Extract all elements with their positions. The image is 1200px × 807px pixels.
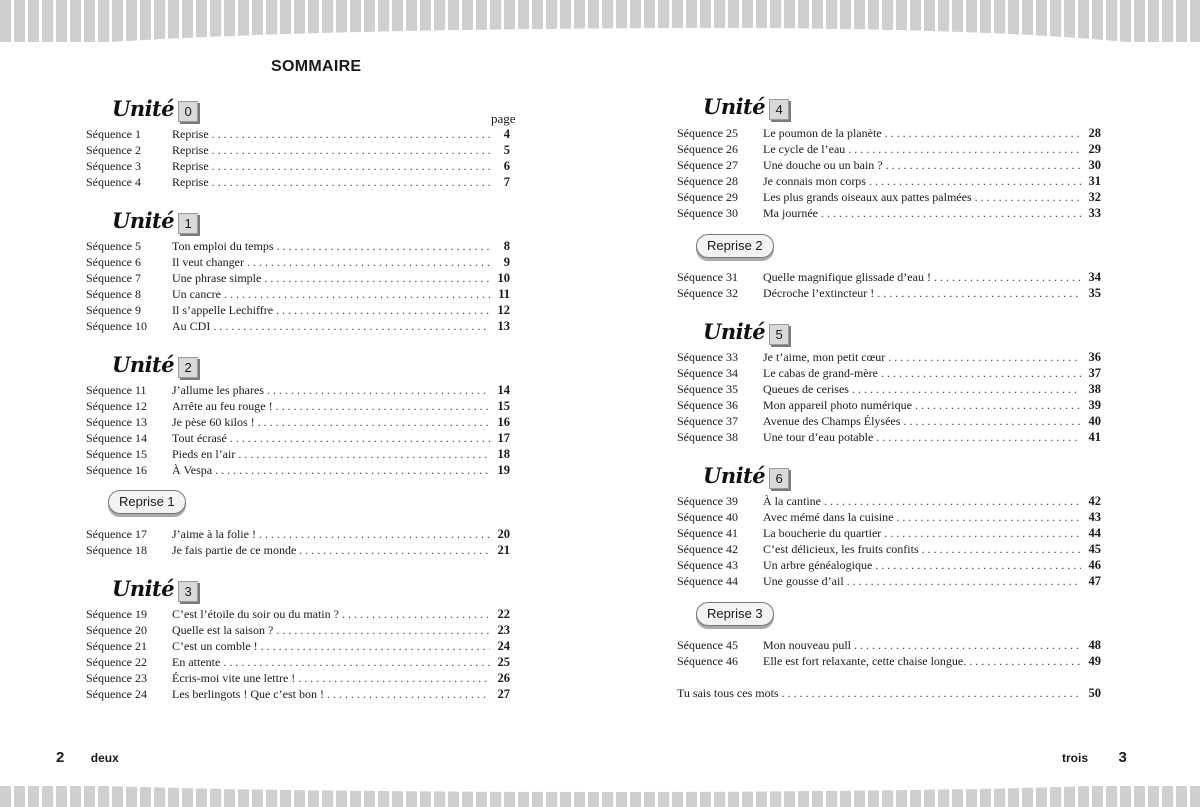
dot-leader (276, 303, 490, 318)
sequence-title: Reprise (172, 159, 209, 173)
sequence-title: Quelle magnifique glissade d’eau ! (763, 270, 931, 284)
sequence-number: Séquence 3 (86, 159, 141, 173)
unit-word: Unité (703, 93, 766, 119)
toc-entry-seq-30[interactable] (677, 206, 1101, 222)
toc-entry-seq-31[interactable] (677, 270, 1101, 286)
dot-leader (886, 158, 1081, 173)
sequence-title: Le cycle de l’eau (763, 142, 846, 156)
sequence-title: Un cancre (172, 287, 221, 301)
unit-number-box: 5 (769, 324, 789, 345)
toc-entry-seq-29[interactable] (677, 190, 1101, 206)
sequence-title: Je t’aime, mon petit cœur (763, 350, 886, 364)
sequence-number: Séquence 27 (677, 158, 738, 172)
page-number: 15 (497, 399, 510, 413)
sequence-number: Séquence 25 (677, 126, 738, 140)
sequence-title: Les berlingots ! Que c’est bon ! (172, 687, 324, 701)
page-number: 48 (1088, 638, 1101, 652)
toc-entry-seq-19[interactable] (86, 607, 510, 623)
sequence-title: En attente (172, 655, 221, 669)
dot-leader (261, 639, 490, 654)
page-number: 43 (1088, 510, 1101, 524)
page-number: 28 (1088, 126, 1101, 140)
page-number: 26 (497, 671, 510, 685)
page-number: 33 (1088, 206, 1101, 220)
page-number: 5 (503, 143, 510, 157)
unit-number-box: 1 (178, 213, 198, 234)
dot-leader (223, 655, 490, 670)
sequence-title: Reprise (172, 175, 209, 189)
page-number: 49 (1088, 654, 1101, 668)
dot-leader (215, 463, 490, 478)
dot-leader (213, 319, 490, 334)
unit-number-box: 6 (769, 468, 789, 489)
sequence-number: Séquence 1 (86, 127, 141, 141)
sequence-title: Reprise (172, 143, 209, 157)
sequence-title: Avenue des Champs Élysées (763, 414, 901, 428)
sequence-title: À la cantine (763, 494, 821, 508)
unit-word: Unité (112, 95, 175, 121)
page-number: 50 (1088, 686, 1101, 700)
sequence-number: Séquence 4 (86, 175, 141, 189)
sequence-title: Arrête au feu rouge ! (172, 399, 273, 413)
dot-leader (247, 255, 490, 270)
sequence-number: Séquence 29 (677, 190, 738, 204)
toc-entry-seq-16[interactable] (86, 463, 510, 479)
page-number: 40 (1088, 414, 1101, 428)
sequence-title: Il veut changer (172, 255, 244, 269)
sequence-number: Séquence 37 (677, 414, 738, 428)
page-number: 24 (497, 639, 510, 653)
sequence-number: Séquence 45 (677, 638, 738, 652)
toc-entry-seq-13[interactable] (86, 415, 510, 431)
sequence-number: Séquence 43 (677, 558, 738, 572)
page-number: 19 (497, 463, 510, 477)
page-number: 37 (1088, 366, 1101, 380)
left-page-word: deux (90, 751, 119, 765)
dot-leader (224, 287, 490, 302)
sequence-number: Séquence 14 (86, 431, 147, 445)
page-number: 12 (497, 303, 510, 317)
toc-entry-seq-33[interactable] (677, 350, 1101, 366)
dot-leader (934, 270, 1081, 285)
dot-leader (212, 159, 490, 174)
sequence-title: Je connais mon corps (763, 174, 866, 188)
dot-leader (922, 542, 1081, 557)
toc-entry-seq-24[interactable] (86, 687, 510, 703)
unit-heading-6 (703, 463, 789, 487)
dot-leader (824, 494, 1081, 509)
dot-leader (267, 383, 490, 398)
toc-entry-seq-6[interactable] (86, 255, 510, 271)
page-number: 31 (1088, 174, 1101, 188)
sequence-number: Séquence 9 (86, 303, 141, 317)
sequence-number: Séquence 5 (86, 239, 141, 253)
unit-number-box: 3 (178, 581, 198, 602)
dot-leader (238, 447, 490, 462)
dot-leader (342, 607, 490, 622)
sequence-number: Séquence 38 (677, 430, 738, 444)
toc-entry-seq-40[interactable] (677, 510, 1101, 526)
dot-leader (276, 623, 490, 638)
dot-leader (276, 239, 490, 254)
sequence-number: Séquence 44 (677, 574, 738, 588)
reprise-2-badge: Reprise 2 (696, 234, 774, 258)
dot-leader (875, 558, 1081, 573)
sequence-number: Séquence 39 (677, 494, 738, 508)
sequence-number: Séquence 19 (86, 607, 147, 621)
dot-leader (848, 142, 1081, 157)
sequence-title: Au CDI (172, 319, 211, 333)
page-number: 25 (497, 655, 510, 669)
sequence-number: Séquence 16 (86, 463, 147, 477)
toc-entry-seq-36[interactable] (677, 398, 1101, 414)
sequence-title: Ton emploi du temps (172, 239, 274, 253)
dot-leader (877, 286, 1081, 301)
dot-leader (881, 366, 1081, 381)
footer-left (56, 749, 119, 767)
sequence-number: Séquence 40 (677, 510, 738, 524)
page-number: 18 (497, 447, 510, 461)
toc-entry-seq-26[interactable] (677, 142, 1101, 158)
dot-leader (915, 398, 1081, 413)
unit-word: Unité (112, 575, 175, 601)
page-number: 27 (497, 687, 510, 701)
dot-leader (975, 190, 1081, 205)
dot-leader (212, 127, 490, 142)
toc-entry-seq-7[interactable] (86, 271, 510, 287)
sequence-number: Séquence 30 (677, 206, 738, 220)
toc-entry-seq-34[interactable] (677, 366, 1101, 382)
toc-entry-seq-15[interactable] (86, 447, 510, 463)
sequence-number: Séquence 34 (677, 366, 738, 380)
sequence-title: Queues de cerises (763, 382, 849, 396)
toc-entry-seq-35[interactable] (677, 382, 1101, 398)
toc-entry-seq-4[interactable] (86, 175, 510, 191)
page-number: 8 (503, 239, 510, 253)
toc-entry-final[interactable] (677, 686, 1101, 702)
sequence-title: Les plus grands oiseaux aux pattes palmées (763, 190, 972, 204)
toc-entry-seq-37[interactable] (677, 414, 1101, 430)
sequence-number: Séquence 26 (677, 142, 738, 156)
sequence-number: Séquence 23 (86, 671, 147, 685)
sequence-title: Décroche l’extincteur ! (763, 286, 875, 300)
toc-entry-seq-8[interactable] (86, 287, 510, 303)
page-number: 29 (1088, 142, 1101, 156)
sequence-title: C’est l’étoile du soir ou du matin ? (172, 607, 339, 621)
dot-leader (276, 399, 490, 414)
sequence-number: Séquence 42 (677, 542, 738, 556)
unit-number-box: 2 (178, 357, 198, 378)
toc-entry-seq-23[interactable] (86, 671, 510, 687)
page-number: 45 (1088, 542, 1101, 556)
right-page-number: 3 (1118, 749, 1127, 766)
dot-leader (327, 687, 490, 702)
toc-entry-seq-14[interactable] (86, 431, 510, 447)
toc-entry-seq-32[interactable] (677, 286, 1101, 302)
sequence-title: Une gousse d’ail (763, 574, 844, 588)
toc-entry-seq-22[interactable] (86, 655, 510, 671)
toc-entry-seq-41[interactable] (677, 526, 1101, 542)
sequence-title: Un arbre généalogique (763, 558, 873, 572)
sequence-number: Séquence 20 (86, 623, 147, 637)
dot-leader (212, 143, 490, 158)
page-number: 36 (1088, 350, 1101, 364)
toc-entry-seq-39[interactable] (677, 494, 1101, 510)
page-number: 4 (503, 127, 510, 141)
unit-word: Unité (703, 462, 766, 488)
page-number: 30 (1088, 158, 1101, 172)
sequence-title: Ma journée (763, 206, 818, 220)
page-number: 35 (1088, 286, 1101, 300)
sequence-title: À Vespa (172, 463, 213, 477)
dot-leader (869, 174, 1081, 189)
page-number: 13 (497, 319, 510, 333)
sequence-number: Séquence 21 (86, 639, 147, 653)
toc-entry-seq-42[interactable] (677, 542, 1101, 558)
sequence-number: Séquence 17 (86, 527, 147, 541)
toc-entry-seq-5[interactable] (86, 239, 510, 255)
page-number: 16 (497, 415, 510, 429)
sequence-title: J’allume les phares (172, 383, 264, 397)
page-number: 44 (1088, 526, 1101, 540)
toc-entry-seq-12[interactable] (86, 399, 510, 415)
sequence-title: Une phrase simple (172, 271, 262, 285)
final-entry-title: Tu sais tous ces mots (677, 686, 779, 700)
sequence-title: La boucherie du quartier (763, 526, 882, 540)
dot-leader (885, 126, 1081, 141)
toc-entry-seq-28[interactable] (677, 174, 1101, 190)
dot-leader (782, 686, 1081, 701)
page-number: 7 (503, 175, 510, 189)
sequence-number: Séquence 7 (86, 271, 141, 285)
sequence-title: Il s’appelle Lechiffre (172, 303, 274, 317)
page-number: 39 (1088, 398, 1101, 412)
page-number: 41 (1088, 430, 1101, 444)
sequence-title: Quelle est la saison ? (172, 623, 274, 637)
dot-leader (264, 271, 490, 286)
sequence-number: Séquence 22 (86, 655, 147, 669)
dot-leader (884, 526, 1081, 541)
reprise-3-badge: Reprise 3 (696, 602, 774, 626)
toc-entry-seq-38[interactable] (677, 430, 1101, 446)
sequence-title: J’aime à la folie ! (172, 527, 256, 541)
page-number: 11 (498, 287, 510, 301)
sequence-number: Séquence 46 (677, 654, 738, 668)
sequence-number: Séquence 13 (86, 415, 147, 429)
unit-number-box: 0 (178, 101, 198, 122)
sequence-number: Séquence 11 (86, 383, 147, 397)
sequence-title: Le poumon de la planète (763, 126, 882, 140)
page-number: 47 (1088, 574, 1101, 588)
dot-leader (259, 527, 490, 542)
page-number: 22 (497, 607, 510, 621)
unit-word: Unité (112, 351, 175, 377)
sequence-number: Séquence 41 (677, 526, 738, 540)
unit-heading-5 (703, 319, 789, 343)
footer-right (1062, 749, 1127, 767)
toc-entry-seq-27[interactable] (677, 158, 1101, 174)
toc-entry-seq-45[interactable] (677, 638, 1101, 654)
unit-heading-4 (703, 94, 789, 118)
sequence-number: Séquence 32 (677, 286, 738, 300)
dot-leader (854, 638, 1081, 653)
dot-leader (969, 654, 1081, 669)
unit-word: Unité (703, 318, 766, 344)
dot-leader (847, 574, 1081, 589)
sequence-number: Séquence 10 (86, 319, 147, 333)
sequence-number: Séquence 35 (677, 382, 738, 396)
dot-leader (230, 431, 490, 446)
sequence-number: Séquence 18 (86, 543, 147, 557)
sequence-number: Séquence 28 (677, 174, 738, 188)
sequence-number: Séquence 8 (86, 287, 141, 301)
reprise-1-badge: Reprise 1 (108, 490, 186, 514)
page-column-label: page (491, 111, 516, 126)
toc-entry-seq-2[interactable] (86, 143, 510, 159)
sequence-number: Séquence 24 (86, 687, 147, 701)
sequence-number: Séquence 15 (86, 447, 147, 461)
page-number: 10 (497, 271, 510, 285)
sequence-number: Séquence 6 (86, 255, 141, 269)
toc-entry-seq-11[interactable] (86, 383, 510, 399)
dot-leader (821, 206, 1081, 221)
toc-entry-seq-17[interactable] (86, 527, 510, 543)
dot-leader (876, 430, 1081, 445)
page-number: 21 (497, 543, 510, 557)
page-number: 20 (497, 527, 510, 541)
toc-entry-seq-3[interactable] (86, 159, 510, 175)
sequence-title: Mon appareil photo numérique (763, 398, 912, 412)
page-number: 14 (497, 383, 510, 397)
sequence-number: Séquence 33 (677, 350, 738, 364)
sequence-title: Je pèse 60 kilos ! (172, 415, 255, 429)
dot-leader (298, 671, 490, 686)
toc-entry-seq-44[interactable] (677, 574, 1101, 590)
page-number: 42 (1088, 494, 1101, 508)
toc-entry-seq-21[interactable] (86, 639, 510, 655)
dot-leader (903, 414, 1081, 429)
sequence-number: Séquence 36 (677, 398, 738, 412)
sequence-title: Le cabas de grand-mère (763, 366, 878, 380)
dot-leader (299, 543, 490, 558)
sequence-title: Reprise (172, 127, 209, 141)
sequence-title: Avec mémé dans la cuisine (763, 510, 894, 524)
sequence-title: Elle est fort relaxante, cette chaise longue. (763, 654, 967, 668)
toc-entry-seq-46[interactable] (677, 654, 1101, 670)
page-number: 17 (497, 431, 510, 445)
sequence-title: Je fais partie de ce monde (172, 543, 297, 557)
unit-heading-3 (112, 576, 198, 600)
page-title: SOMMAIRE (271, 58, 362, 75)
dot-leader (258, 415, 490, 430)
sequence-number: Séquence 2 (86, 143, 141, 157)
page-number: 9 (503, 255, 510, 269)
dot-leader (212, 175, 490, 190)
unit-number-box: 4 (769, 99, 789, 120)
dot-leader (888, 350, 1081, 365)
page-number: 6 (503, 159, 510, 173)
toc-entry-seq-20[interactable] (86, 623, 510, 639)
sequence-title: Une tour d’eau potable (763, 430, 874, 444)
dot-leader (896, 510, 1081, 525)
unit-heading-0 (112, 96, 198, 120)
page-number: 38 (1088, 382, 1101, 396)
page-number: 46 (1088, 558, 1101, 572)
toc-entry-seq-18[interactable] (86, 543, 510, 559)
sequence-title: Écris-moi vite une lettre ! (172, 671, 296, 685)
sequence-title: C’est délicieux, les fruits confits (763, 542, 919, 556)
sequence-title: Une douche ou un bain ? (763, 158, 883, 172)
sequence-title: Pieds en l’air (172, 447, 236, 461)
dot-leader (852, 382, 1081, 397)
unit-word: Unité (112, 207, 175, 233)
page-number: 34 (1088, 270, 1101, 284)
page-number: 23 (497, 623, 510, 637)
sequence-title: Tout écrasé (172, 431, 227, 445)
sequence-title: C’est un comble ! (172, 639, 258, 653)
unit-heading-1 (112, 208, 198, 232)
unit-heading-2 (112, 352, 198, 376)
sequence-title: Mon nouveau pull (763, 638, 851, 652)
sequence-number: Séquence 12 (86, 399, 147, 413)
toc-entry-seq-43[interactable] (677, 558, 1101, 574)
sequence-number: Séquence 31 (677, 270, 738, 284)
page-number: 32 (1088, 190, 1101, 204)
toc-entry-seq-25[interactable] (677, 126, 1101, 142)
toc-entry-seq-1[interactable] (86, 127, 510, 143)
left-page-number: 2 (56, 749, 65, 766)
toc-entry-seq-9[interactable] (86, 303, 510, 319)
right-page-word: trois (1062, 751, 1089, 765)
toc-entry-seq-10[interactable] (86, 319, 510, 335)
